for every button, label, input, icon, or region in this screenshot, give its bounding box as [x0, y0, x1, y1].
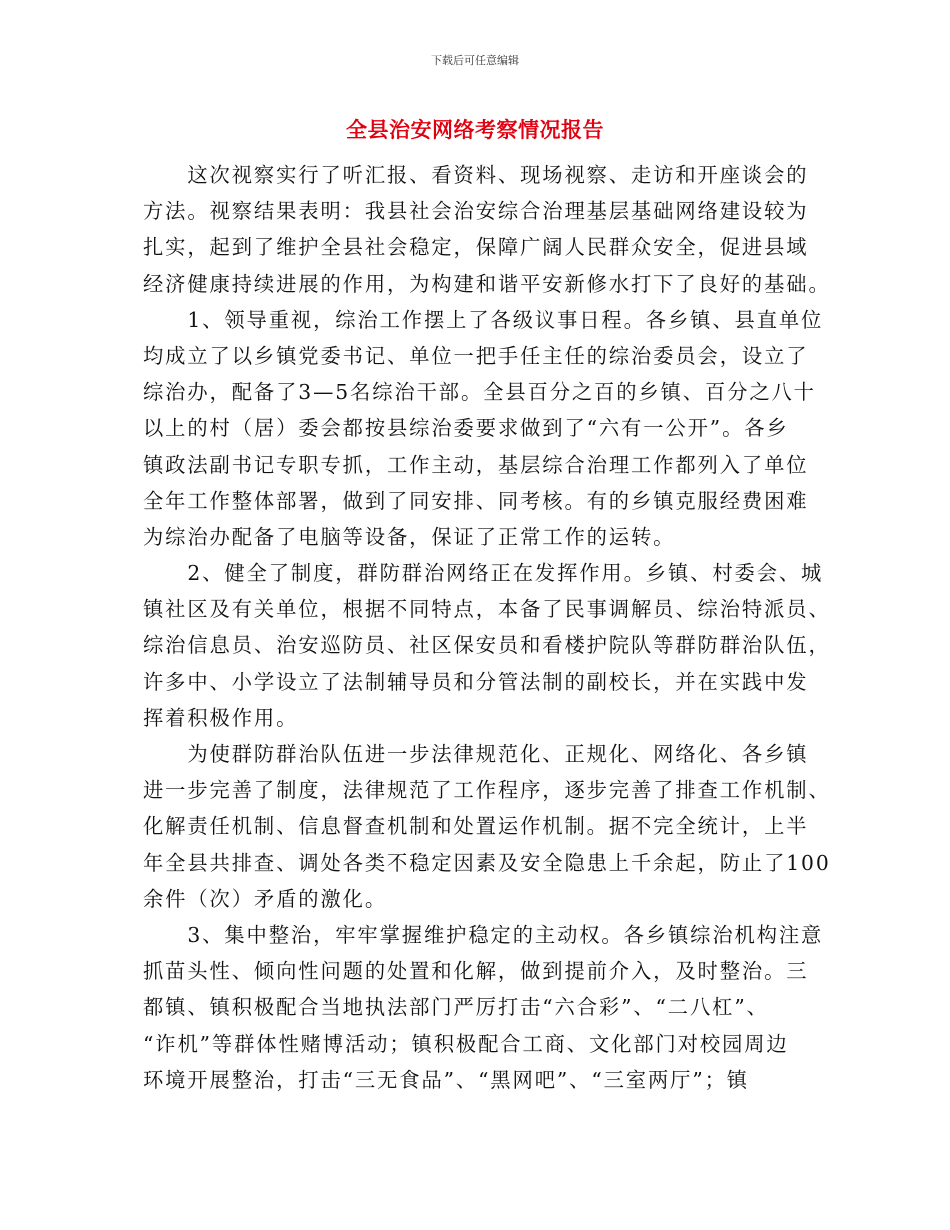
body-line: 方法。视察结果表明：我县社会治安综合治理基层基础网络建设较为 — [143, 199, 809, 224]
body-line: 余件（次）矛盾的激化。 — [143, 886, 387, 911]
body-line: 均成立了以乡镇党委书记、单位一把手任主任的综治委员会，设立了 — [143, 343, 809, 368]
body-line: 3、集中整治，牢牢掌握维护稳定的主动权。各乡镇综治机构注意 — [143, 922, 824, 947]
body-line: 这次视察实行了听汇报、看资料、现场视察、走访和开座谈会的 — [143, 163, 809, 187]
body-line: 1、领导重视，综治工作摆上了各级议事日程。各乡镇、县直单位 — [143, 307, 824, 332]
body-line: 为使群防群治队伍进一步法律规范化、正规化、网络化、各乡镇 — [143, 742, 809, 766]
body-line: 镇社区及有关单位，根据不同特点，本备了民事调解员、综治特派员、 — [143, 597, 831, 622]
document-body — [143, 157, 831, 1098]
header-note: 下载后可任意编辑 — [431, 54, 519, 67]
body-line: 许多中、小学设立了法制辅导员和分管法制的副校长，并在实践中发 — [143, 669, 809, 694]
body-line: 都镇、镇积极配合当地执法部门严厉打击“六合彩”、“二八杠”、 — [143, 995, 769, 1020]
body-line: 镇政法副书记专职专抓，工作主动，基层综合治理工作都列入了单位 — [143, 452, 809, 477]
document-title: 全县治安网络考察情况报告 — [346, 118, 604, 142]
body-line: 扎实，起到了维护全县社会稳定，保障广阔人民群众安全，促进县域 — [143, 235, 809, 260]
body-line: 环境开展整治，打击“三无食品”、“黑网吧”、“三室两厅”；镇 — [143, 1067, 749, 1092]
body-line: 为综治办配备了电脑等设备，保证了正常工作的运转。 — [143, 524, 676, 549]
body-line: 挥着积极作用。 — [143, 705, 299, 730]
body-line: “诈机”等群体性赌博活动；镇积极配合工商、文化部门对校园周边 — [143, 1031, 789, 1056]
body-line: 以上的村（居）委会都按县综治委要求做到了“六有一公开”。各乡 — [143, 416, 789, 441]
body-line: 化解责任机制、信息督查机制和处置运作机制。据不完全统计，上半 — [143, 814, 809, 839]
body-line: 进一步完善了制度，法律规范了工作程序，逐步完善了排查工作机制、 — [143, 778, 831, 803]
body-line: 抓苗头性、倾向性问题的处置和化解，做到提前介入，及时整治。三 — [143, 959, 809, 984]
body-line: 2、健全了制度，群防群治网络正在发挥作用。乡镇、村委会、城 — [143, 561, 824, 586]
body-line: 经济健康持续进展的作用，为构建和谐平安新修水打下了良好的基础。 — [143, 271, 831, 296]
body-line: 综治信息员、治安巡防员、社区保安员和看楼护院队等群防群治队伍， — [143, 633, 831, 658]
body-line: 综治办，配备了3—5名综治干部。全县百分之百的乡镇、百分之八十 — [143, 380, 816, 405]
body-line: 年全县共排查、调处各类不稳定因素及安全隐患上千余起，防止了100 — [143, 850, 831, 875]
body-line: 全年工作整体部署，做到了同安排、同考核。有的乡镇克服经费困难 — [143, 488, 809, 513]
